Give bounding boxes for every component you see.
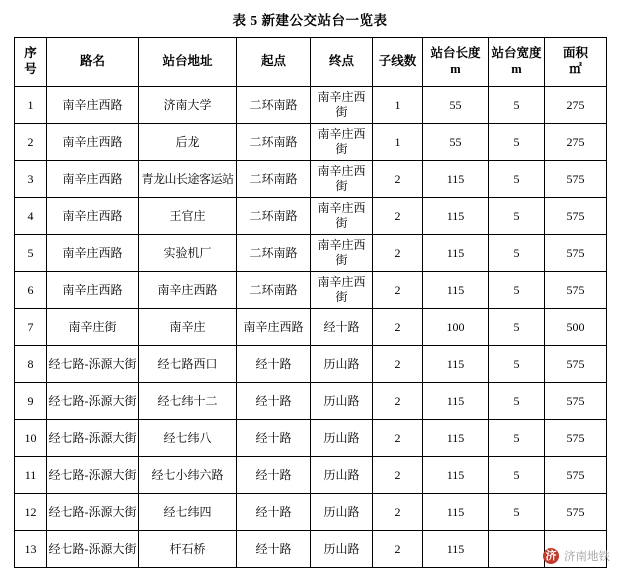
cell-no: 9 <box>15 383 47 420</box>
cell-start: 经十路 <box>237 531 311 568</box>
cell-end: 南辛庄西街 <box>311 235 373 272</box>
cell-sublines: 2 <box>373 235 423 272</box>
cell-width: 5 <box>489 420 545 457</box>
table-header-row <box>15 38 607 87</box>
cell-end: 历山路 <box>311 494 373 531</box>
cell-area: 575 <box>545 198 607 235</box>
cell-address: 青龙山长途客运站 <box>139 161 237 198</box>
cell-start: 南辛庄西路 <box>237 309 311 346</box>
cell-area: 575 <box>545 457 607 494</box>
cell-start: 经十路 <box>237 383 311 420</box>
cell-area: 575 <box>545 383 607 420</box>
cell-no: 4 <box>15 198 47 235</box>
column-header-area: 面积 ㎡ <box>545 38 607 87</box>
cell-no: 5 <box>15 235 47 272</box>
cell-area: 575 <box>545 272 607 309</box>
watermark-label: 济南地铁 <box>564 551 610 563</box>
cell-width: 5 <box>489 235 545 272</box>
page-title: 表 5 新建公交站台一览表 <box>232 13 388 28</box>
cell-road: 南辛庄西路 <box>47 124 139 161</box>
cell-road: 南辛庄西路 <box>47 235 139 272</box>
cell-road: 南辛庄西路 <box>47 272 139 309</box>
cell-end: 南辛庄西街 <box>311 87 373 124</box>
column-header-road: 路名 <box>47 38 139 87</box>
cell-address: 王官庄 <box>139 198 237 235</box>
cell-area: 275 <box>545 87 607 124</box>
table-row <box>15 346 607 383</box>
cell-sublines: 2 <box>373 531 423 568</box>
cell-start: 二环南路 <box>237 198 311 235</box>
cell-length: 115 <box>423 420 489 457</box>
cell-sublines: 1 <box>373 87 423 124</box>
cell-length: 115 <box>423 235 489 272</box>
cell-no: 11 <box>15 457 47 494</box>
cell-length: 115 <box>423 457 489 494</box>
cell-area: 575 <box>545 235 607 272</box>
cell-sublines: 2 <box>373 383 423 420</box>
cell-start: 经十路 <box>237 420 311 457</box>
cell-address: 南辛庄西路 <box>139 272 237 309</box>
cell-width: 5 <box>489 124 545 161</box>
cell-sublines: 2 <box>373 161 423 198</box>
watermark <box>543 548 610 564</box>
cell-address: 经七纬十二 <box>139 383 237 420</box>
table-row <box>15 124 607 161</box>
cell-road: 南辛庄西路 <box>47 198 139 235</box>
cell-end: 历山路 <box>311 420 373 457</box>
column-header-width: 站台宽度m <box>489 38 545 87</box>
cell-length: 115 <box>423 383 489 420</box>
cell-length: 55 <box>423 87 489 124</box>
column-header-no: 序 号 <box>15 38 47 87</box>
cell-length: 115 <box>423 531 489 568</box>
cell-width: 5 <box>489 383 545 420</box>
table-row <box>15 531 607 568</box>
cell-start: 经十路 <box>237 346 311 383</box>
cell-address: 济南大学 <box>139 87 237 124</box>
cell-no: 13 <box>15 531 47 568</box>
cell-length: 115 <box>423 494 489 531</box>
cell-address: 后龙 <box>139 124 237 161</box>
stations-table <box>14 37 607 568</box>
cell-start: 二环南路 <box>237 161 311 198</box>
cell-length: 100 <box>423 309 489 346</box>
cell-no: 8 <box>15 346 47 383</box>
cell-road: 经七路-泺源大街 <box>47 457 139 494</box>
cell-width: 5 <box>489 198 545 235</box>
cell-width <box>489 531 545 568</box>
cell-end: 历山路 <box>311 531 373 568</box>
cell-start: 经十路 <box>237 457 311 494</box>
cell-start: 二环南路 <box>237 272 311 309</box>
cell-sublines: 2 <box>373 346 423 383</box>
stations-table-body <box>15 87 607 568</box>
column-header-start: 起点 <box>237 38 311 87</box>
cell-road: 南辛庄西路 <box>47 87 139 124</box>
cell-end: 历山路 <box>311 346 373 383</box>
cell-no: 12 <box>15 494 47 531</box>
cell-length: 55 <box>423 124 489 161</box>
cell-width: 5 <box>489 309 545 346</box>
jinan-metro-logo-icon: 济 <box>543 548 559 564</box>
table-row <box>15 309 607 346</box>
cell-address: 南辛庄 <box>139 309 237 346</box>
cell-end: 南辛庄西街 <box>311 198 373 235</box>
table-row <box>15 494 607 531</box>
cell-area: 575 <box>545 420 607 457</box>
cell-sublines: 2 <box>373 457 423 494</box>
cell-sublines: 2 <box>373 420 423 457</box>
cell-end: 南辛庄西街 <box>311 124 373 161</box>
cell-area: 575 <box>545 494 607 531</box>
column-header-address: 站台地址 <box>139 38 237 87</box>
cell-start: 二环南路 <box>237 235 311 272</box>
cell-area: 275 <box>545 124 607 161</box>
cell-road: 经七路-泺源大街 <box>47 494 139 531</box>
table-row <box>15 235 607 272</box>
cell-road: 经七路-泺源大街 <box>47 383 139 420</box>
cell-length: 115 <box>423 346 489 383</box>
cell-width: 5 <box>489 161 545 198</box>
cell-width: 5 <box>489 272 545 309</box>
column-header-length: 站台长度 m <box>423 38 489 87</box>
cell-width: 5 <box>489 346 545 383</box>
cell-no: 2 <box>15 124 47 161</box>
cell-no: 3 <box>15 161 47 198</box>
cell-area: 500 <box>545 309 607 346</box>
table-row <box>15 420 607 457</box>
cell-length: 115 <box>423 272 489 309</box>
table-row <box>15 457 607 494</box>
cell-width: 5 <box>489 457 545 494</box>
cell-start: 二环南路 <box>237 124 311 161</box>
cell-length: 115 <box>423 198 489 235</box>
cell-road: 南辛庄街 <box>47 309 139 346</box>
cell-end: 历山路 <box>311 457 373 494</box>
cell-width: 5 <box>489 87 545 124</box>
cell-end: 南辛庄西街 <box>311 161 373 198</box>
table-row <box>15 87 607 124</box>
cell-no: 7 <box>15 309 47 346</box>
cell-area: 575 <box>545 161 607 198</box>
cell-address: 实验机厂 <box>139 235 237 272</box>
cell-sublines: 2 <box>373 309 423 346</box>
cell-sublines: 1 <box>373 124 423 161</box>
cell-no: 6 <box>15 272 47 309</box>
cell-address: 经七纬四 <box>139 494 237 531</box>
cell-road: 经七路-泺源大街 <box>47 346 139 383</box>
table-row <box>15 198 607 235</box>
cell-road: 经七路-泺源大街 <box>47 420 139 457</box>
table-row <box>15 383 607 420</box>
cell-address: 经七小纬六路 <box>139 457 237 494</box>
column-header-sublines: 子线数 <box>373 38 423 87</box>
cell-area: 575 <box>545 346 607 383</box>
cell-road: 经七路-泺源大街 <box>47 531 139 568</box>
cell-end: 南辛庄西街 <box>311 272 373 309</box>
cell-start: 经十路 <box>237 494 311 531</box>
cell-width: 5 <box>489 494 545 531</box>
cell-start: 二环南路 <box>237 87 311 124</box>
cell-address: 杆石桥 <box>139 531 237 568</box>
cell-address: 经七路西口 <box>139 346 237 383</box>
cell-road: 南辛庄西路 <box>47 161 139 198</box>
cell-length: 115 <box>423 161 489 198</box>
cell-no: 10 <box>15 420 47 457</box>
cell-end: 经十路 <box>311 309 373 346</box>
cell-sublines: 2 <box>373 494 423 531</box>
column-header-end: 终点 <box>311 38 373 87</box>
cell-end: 历山路 <box>311 383 373 420</box>
table-row <box>15 272 607 309</box>
table-row <box>15 161 607 198</box>
cell-sublines: 2 <box>373 272 423 309</box>
cell-no: 1 <box>15 87 47 124</box>
cell-address: 经七纬八 <box>139 420 237 457</box>
cell-sublines: 2 <box>373 198 423 235</box>
